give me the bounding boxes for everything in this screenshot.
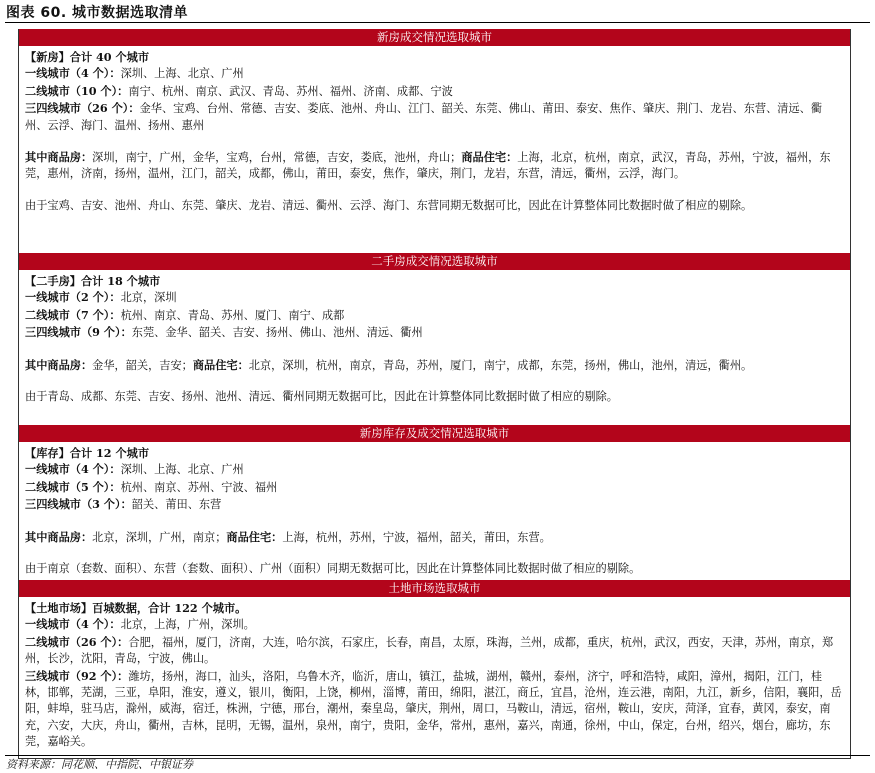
city-selection-table (18, 29, 851, 759)
tier3-label: 三线城市（92 个）： (25, 668, 129, 683)
tier3-row (25, 668, 844, 751)
tier2-label: 二线城市（5 个）： (25, 479, 121, 494)
commodity-cities: 北京，深圳，广州，南京； (92, 530, 227, 544)
tier2-row (25, 634, 844, 668)
exclusion-note: 由于青岛、成都、东莞、吉安、扬州、池州、清远、衢州同期无数据可比，因此在计算整体同比数据时做了相应的剔除。 (25, 390, 618, 404)
section-title: 【库存】合计 12 个城市 (25, 446, 150, 460)
tier3-cities: 东莞、金华、韶关、吉安、扬州、佛山、池州、清远、衢州 (131, 326, 423, 340)
tier3-cities: 韶关、莆田、东营 (131, 498, 222, 512)
commodity-label: 其中商品房： (25, 150, 93, 165)
section-body-second-hand (19, 270, 850, 425)
tier3-label: 三四线城市（3 个）： (25, 497, 132, 512)
residential-label: 商品住宅： (461, 150, 518, 165)
section-body-new-homes (19, 46, 850, 253)
section-header-second-hand: 二手房成交情况选取城市 (19, 253, 850, 270)
source-note: 资料来源：同花顺、中指院、中银证券 (6, 758, 193, 771)
tier3-row (25, 324, 844, 341)
section-title: 【土地市场】百城数据，合计 122 个城市。 (25, 601, 247, 615)
tier2-label: 二线城市（7 个）： (25, 307, 121, 322)
property-type-row (25, 357, 844, 374)
tier3-label: 三四线城市（26 个）： (25, 101, 140, 116)
tier2-cities: 杭州、南京、苏州、宁波、福州 (120, 480, 278, 494)
property-type-row (25, 149, 844, 183)
tier1-cities: 北京，上海，广州，深圳。 (120, 618, 255, 632)
commodity-label: 其中商品房： (25, 529, 93, 544)
top-rule (5, 22, 870, 23)
tier1-row (25, 65, 844, 82)
tier2-label: 二线城市（10 个）： (25, 83, 129, 98)
tier3-row (25, 100, 844, 134)
tier1-label: 一线城市（4 个）： (25, 462, 121, 477)
residential-cities: 上海，北京，杭州，南京，武汉，青岛，苏州，宁波，福州，东莞，惠州，济南，扬州，温州，江门，韶关，成都，佛山，莆田，泰安，焦作，肇庆，荆门，龙岩，东营，清远，衢州，云浮，海门。 (25, 151, 831, 181)
tier3-cities: 潍坊，扬州，海口，汕头，洛阳，乌鲁木齐，临沂，唐山，镇江，盐城，湖州，赣州，泰州，济宁，呼和浩特，咸阳，漳州，揭阳，江门，桂林，邯郸，芜湖，三亚，阜阳，淮安，遵义，银川，衡阳，上饶，柳州，淄博，莆田，绵阳，湛江，商丘，宜昌，沧州，连云港，南阳，九江，新乡，信阳，襄阳，岳阳，蚌埠，驻马店，滁州，威海，宿迁，株洲，宁德，邢台，潮州，秦皇岛，肇庆，荆州，周口，马鞍山，清远，宿州，鞍山，安庆，菏泽，宜春，黄冈，泰安，南充，六安，大庆，舟山，衢州，吉林，昆明，无锡，温州，泉州，南宁，贵阳，金华，常州，惠州，嘉兴，南通，徐州，中山，保定，台州，绍兴，烟台，廊坊，东莞，嘉峪关。 (25, 669, 842, 749)
tier1-label: 一线城市（4 个）： (25, 66, 121, 81)
tier1-row (25, 461, 844, 478)
tier1-label: 一线城市（4 个）： (25, 617, 121, 632)
tier2-cities: 杭州、南京、青岛、苏州、厦门、南宁、成都 (120, 308, 345, 322)
residential-cities: 北京，深圳，杭州，南京，青岛，苏州，厦门，南宁，成都，东莞，扬州，佛山，池州，清远，衢州。 (248, 358, 753, 372)
tier2-label: 二线城市（26 个）： (25, 634, 129, 649)
tier2-cities: 合肥，福州，厦门，济南，大连，哈尔滨，石家庄，长春，南昌，太原，珠海，兰州，成都，重庆，杭州，武汉，西安，天津，苏州，南京，郑州，长沙，沈阳，青岛，宁波，佛山。 (25, 635, 834, 666)
residential-label: 商品住宅： (192, 357, 249, 372)
tier1-cities: 深圳、上海、北京、广州 (120, 67, 244, 81)
tier1-row (25, 289, 844, 306)
commodity-cities: 金华，韶关，吉安； (92, 358, 193, 372)
residential-label: 商品住宅： (226, 529, 283, 544)
tier1-label: 一线城市（2 个）： (25, 290, 121, 305)
section-header-new-homes: 新房成交情况选取城市 (19, 29, 850, 46)
tier3-row (25, 496, 844, 513)
property-type-row (25, 529, 844, 546)
commodity-cities: 深圳，南宁，广州，金华，宝鸡，台州，常德，吉安，娄底，池州，舟山； (92, 151, 462, 165)
exclusion-note: 由于南京（套数、面积）、东营（套数、面积）、广州（面积）同期无数据可比，因此在计算整体同比数据时做了相应的剔除。 (25, 562, 641, 576)
section-header-land-market: 土地市场选取城市 (19, 580, 850, 597)
tier2-row (25, 307, 844, 324)
tier2-row (25, 479, 844, 496)
figure-title: 图表 60. 城市数据选取清单 (6, 5, 189, 21)
tier1-cities: 深圳、上海、北京、广州 (120, 463, 244, 477)
tier2-cities: 南宁、杭州、南京、武汉、青岛、苏州、福州、济南、成都、宁波 (128, 84, 453, 98)
section-title: 【二手房】合计 18 个城市 (25, 274, 161, 288)
commodity-label: 其中商品房： (25, 357, 93, 372)
section-header-inventory: 新房库存及成交情况选取城市 (19, 425, 850, 442)
tier3-label: 三四线城市（9 个）： (25, 325, 132, 340)
section-body-land-market (19, 597, 850, 758)
section-body-inventory (19, 442, 850, 580)
section-title: 【新房】合计 40 个城市 (25, 50, 150, 64)
tier1-row (25, 616, 844, 633)
residential-cities: 上海，杭州，苏州，宁波，福州，韶关，莆田，东营。 (282, 530, 551, 544)
exclusion-note: 由于宝鸡、吉安、池州、舟山、东莞、肇庆、龙岩、清远、衢州、云浮、海门、东营同期无数据可比，因此在计算整体同比数据时做了相应的剔除。 (25, 198, 753, 212)
tier3-cities: 金华、宝鸡、台州、常德、吉安、娄底、池州、舟山、江门、韶关、东莞、佛山、莆田、泰安、焦作、肇庆、荆门、龙岩、东营、清远、衢州、云浮、海门、温州、扬州、惠州 (25, 102, 823, 132)
tier2-row (25, 83, 844, 100)
tier1-cities: 北京，深圳 (120, 291, 177, 305)
